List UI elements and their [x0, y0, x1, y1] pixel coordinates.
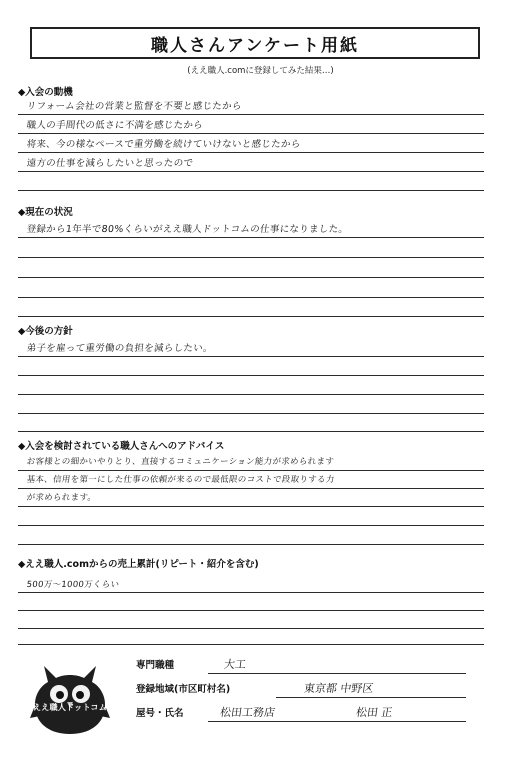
ruled-line	[18, 506, 484, 507]
section-motivation	[18, 84, 484, 200]
ruled-line	[18, 470, 484, 471]
answer-line: 基本、信用を第一にした仕事の依頼が来るので最低限のコストで段取りする力	[26, 475, 336, 485]
answer-line: 弟子を雇って重労働の負担を減らしたい。	[26, 343, 214, 354]
ruled-line	[18, 316, 484, 317]
ruled-line	[18, 413, 484, 414]
answer-line: 将来、今の様なペースで重労働を続けていけないと感じたから	[26, 139, 302, 150]
ruled-line	[18, 297, 484, 298]
page-title: 職人さんアンケート用紙	[30, 27, 480, 59]
ruled-line	[18, 152, 484, 153]
region-label: 登録地域(市区町村名)	[136, 684, 231, 695]
specialty-label: 専門職種	[136, 660, 175, 671]
name-label: 屋号・氏名	[136, 708, 184, 719]
section-title-future-plans: ◆今後の方針	[18, 326, 73, 337]
owl-logo-icon	[30, 658, 110, 738]
specialty-row	[136, 654, 466, 674]
underline	[208, 673, 466, 674]
underline	[208, 721, 466, 722]
section-sales-total	[18, 556, 484, 648]
logo-text: ええ職人ドットコム	[32, 703, 108, 712]
ruled-line	[18, 544, 484, 545]
region-value: 東京都 中野区	[303, 682, 375, 695]
person-value: 松田 正	[355, 706, 394, 719]
ruled-line	[18, 190, 484, 191]
ruled-line	[18, 277, 484, 278]
footer	[0, 650, 521, 750]
answer-line: 遠方の仕事を減らしたいと思ったので	[26, 158, 194, 169]
page-subtitle: (ええ職人.comに登録してみた結果…)	[187, 66, 334, 76]
section-current-status	[18, 204, 484, 320]
section-title-motivation: ◆入会の動機	[18, 87, 73, 98]
ruled-line	[18, 133, 484, 134]
ruled-line	[18, 644, 484, 645]
region-row	[136, 678, 466, 698]
ruled-line	[18, 610, 484, 611]
ruled-line	[18, 488, 484, 489]
ruled-line	[18, 257, 484, 258]
name-row	[136, 702, 466, 722]
underline	[276, 697, 466, 698]
ruled-line	[18, 375, 484, 376]
section-title-current-status: ◆現在の状況	[18, 207, 73, 218]
answer-line: が求められます。	[26, 493, 97, 503]
section-title-sales-total: ◆ええ職人.comからの売上累計(リピート・紹介を含む)	[18, 559, 259, 570]
ruled-line	[18, 171, 484, 172]
ruled-line	[18, 525, 484, 526]
answer-line: リフォーム会社の営業と監督を不要と感じたから	[26, 101, 243, 112]
answer-line: 職人の手間代の低さに不満を感じたから	[26, 120, 204, 131]
answer-line: お客様との細かいやりとり、直接するコミュニケーション能力が求められます	[26, 457, 335, 467]
specialty-value: 大工	[223, 658, 247, 671]
ruled-line	[18, 114, 484, 115]
section-future-plans	[18, 323, 484, 435]
ruled-line	[18, 431, 484, 432]
answer-line: 登録から1年半で80%くらいがええ職人ドットコムの仕事になりました。	[26, 224, 349, 235]
ruled-line	[18, 356, 484, 357]
ruled-line	[18, 394, 484, 395]
ruled-line	[18, 237, 484, 238]
company-value: 松田工務店	[219, 706, 276, 719]
ruled-line	[18, 592, 484, 593]
ruled-line	[18, 628, 484, 629]
answer-line: 500万～1000万くらい	[26, 580, 120, 590]
section-title-advice: ◆入会を検討されている職人さんへのアドバイス	[18, 441, 225, 452]
section-advice	[18, 438, 484, 550]
